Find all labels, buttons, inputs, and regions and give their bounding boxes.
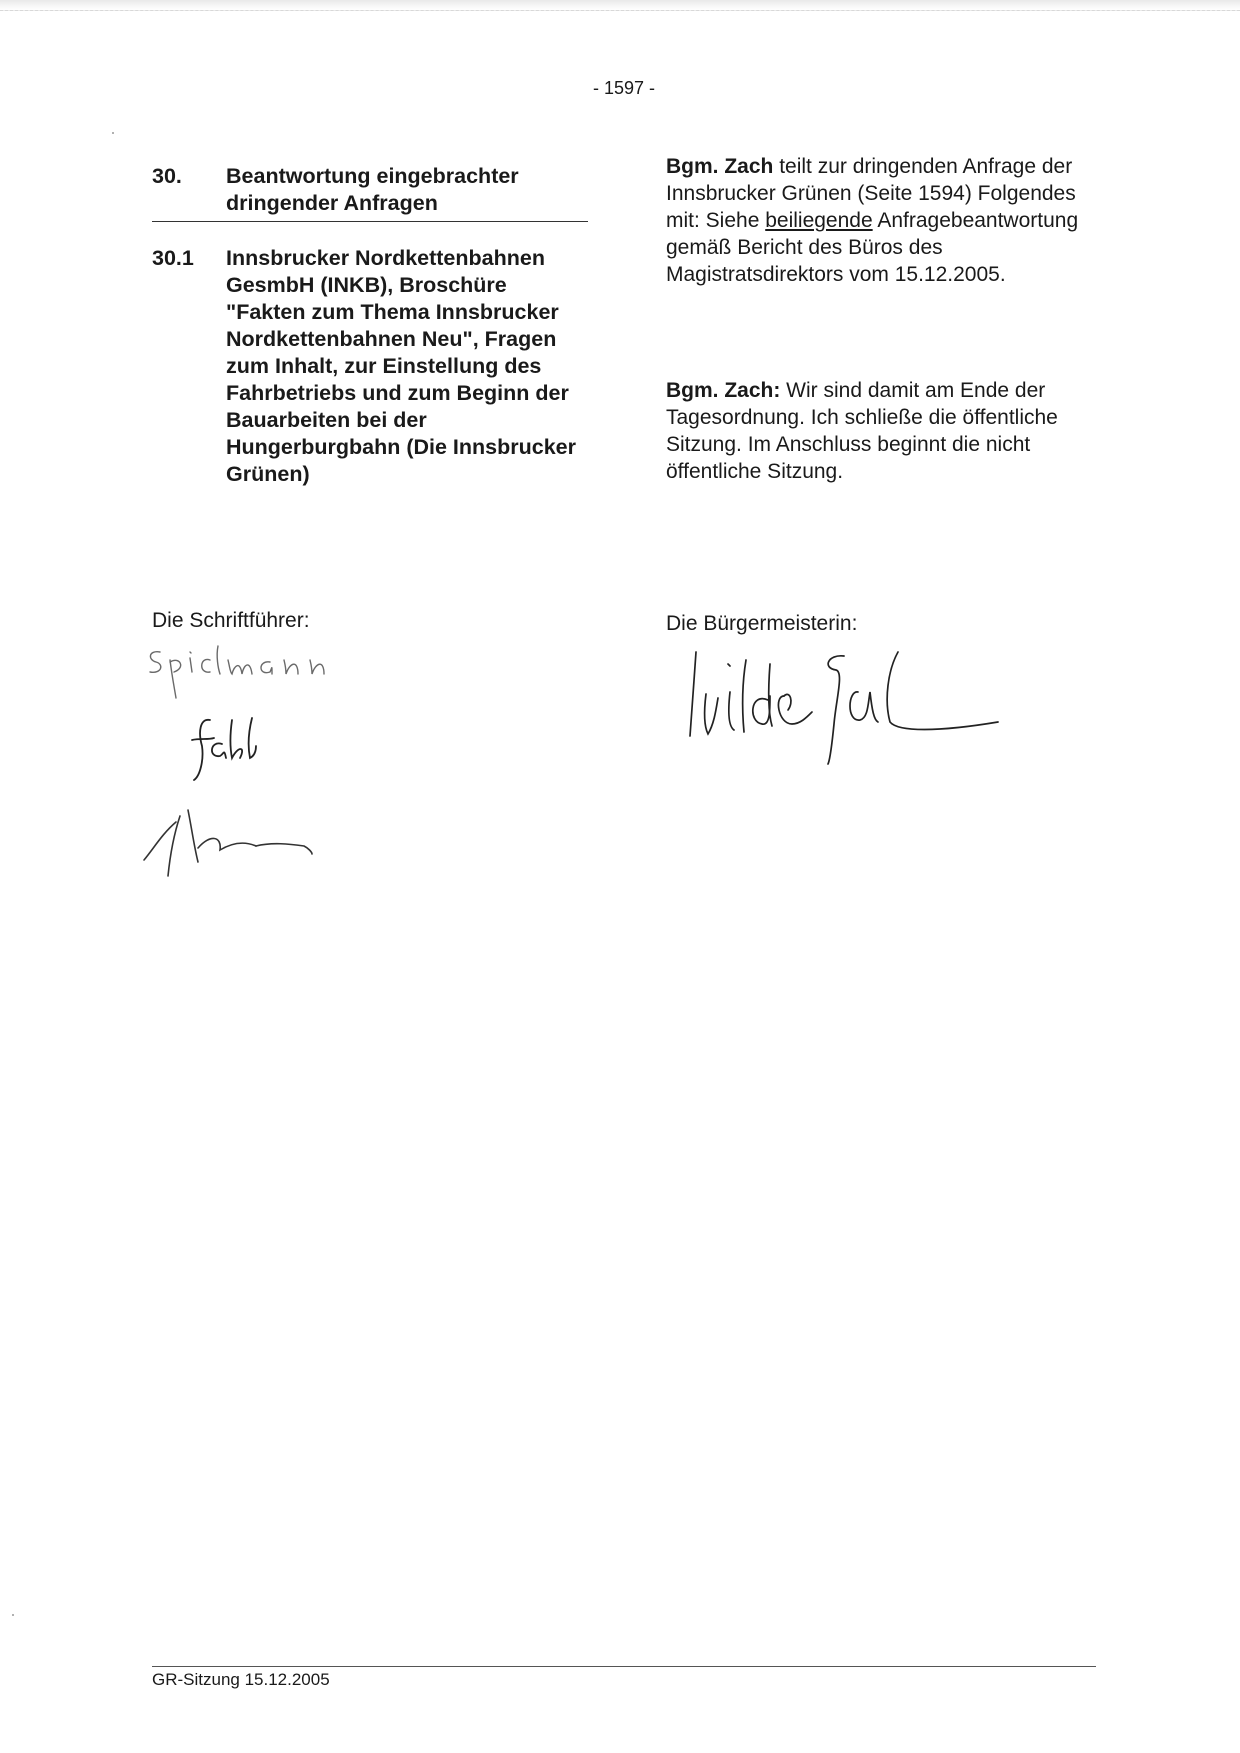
heading-underline [152, 221, 588, 222]
agenda-item-title: Beantwortung eingebrachter dringender Anfragen [226, 164, 519, 215]
footer-rule [152, 1666, 1096, 1667]
agenda-subitem-title: Innsbrucker Nordkettenbahnen GesmbH (INKB), Broschüre "Fakten zum Thema Innsbrucker Nordkettenbahnen Neu", Fragen zum Inhalt, zur Einstellung des Fahrbetriebs und zum Beginn der Bauarbeiten bei der Hungerburgbahn (Die Innsbrucker Grünen) [226, 246, 577, 486]
scan-speck [112, 132, 114, 134]
scan-edge [0, 0, 1240, 11]
scan-speck [12, 1614, 14, 1616]
agenda-item-number: 30. [152, 164, 182, 188]
answer-text-b: Anfragebeantwortung gemäß Bericht des Büros des Magistratsdirektors vom 15.12.2005. [666, 209, 1079, 286]
speaker-name: Bgm. Zach: [666, 379, 781, 402]
recorders-label: Die Schriftführer: [152, 609, 310, 632]
mayor-label: Die Bürgermeisterin: [666, 612, 858, 635]
closing-paragraph [666, 377, 1096, 485]
answer-paragraph [666, 153, 1096, 288]
agenda-item-heading [152, 163, 586, 217]
page-number: - 1597 - [592, 78, 656, 98]
signature-third [140, 800, 340, 880]
speaker-name: Bgm. Zach [666, 155, 774, 178]
signature-fabl [190, 716, 270, 786]
agenda-subitem [152, 245, 586, 488]
signature-mayor [688, 640, 1048, 770]
underlined-word: beiliegende [765, 209, 873, 232]
agenda-subitem-number: 30.1 [152, 246, 194, 270]
signature-spielmann [146, 646, 356, 706]
answer-text-a: teilt zur dringenden Anfrage der Innsbrucker Grünen (Seite 1594) Folgendes mit: Siehe [666, 155, 1076, 232]
closing-text: Wir sind damit am Ende der Tagesordnung. Ich schließe die öffentliche Sitzung. Im Anschluss beginnt die nicht öffentliche Sitzung. [666, 379, 1058, 483]
footer-session-date: GR-Sitzung 15.12.2005 [152, 1670, 330, 1689]
